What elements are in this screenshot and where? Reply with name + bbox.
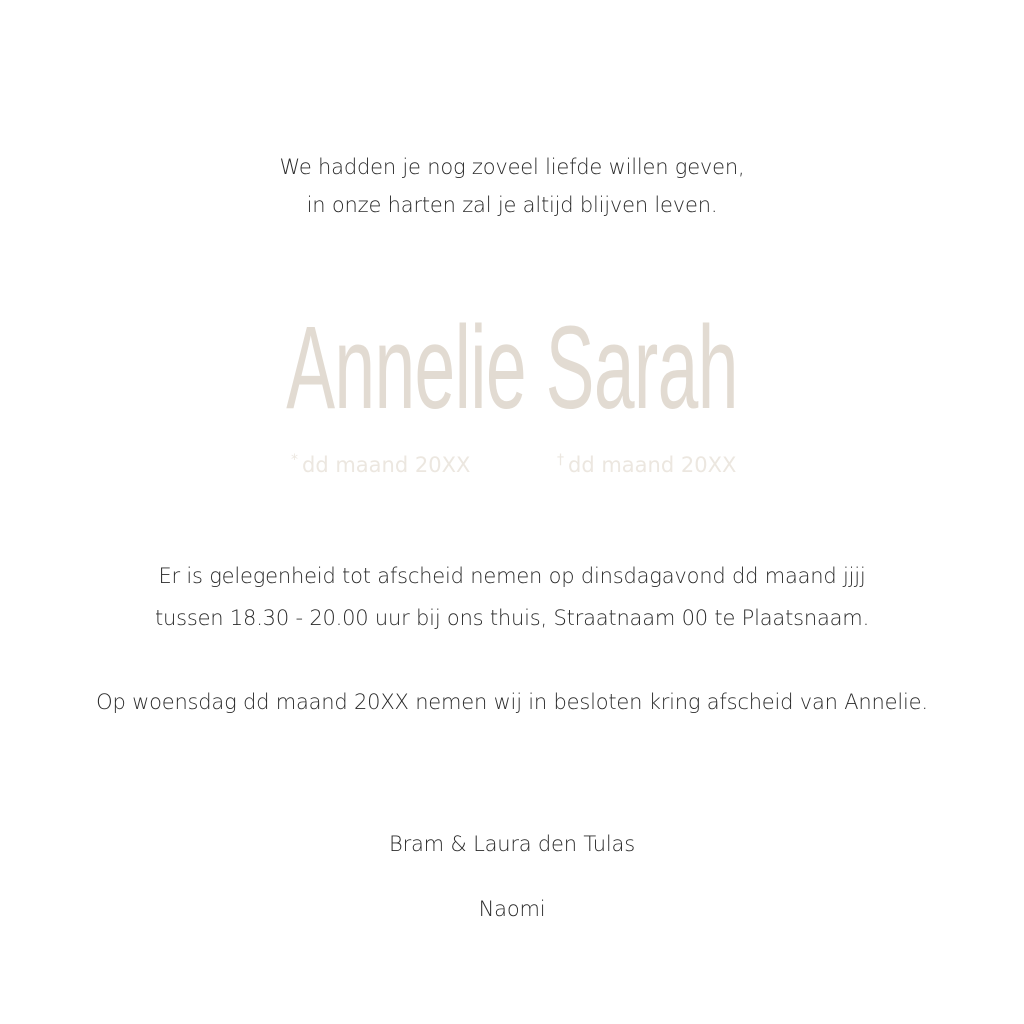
- details-line-2: tussen 18.30 - 20.00 uur bij ons thuis, Straatnaam 00 te Plaatsnaam.: [154, 606, 870, 630]
- verse-line-2: in onze harten zal je altijd blijven leven.: [306, 193, 718, 217]
- verse-line-1: We hadden je nog zoveel liefde willen geven,: [279, 155, 745, 179]
- details-line-3: Op woensdag dd maand 20XX nemen wij in besloten kring afscheid van Annelie.: [96, 690, 928, 714]
- death-date: [557, 452, 736, 477]
- death-symbol: †: [557, 452, 564, 468]
- birth-date-text: dd maand 20XX: [302, 453, 471, 477]
- death-date-text: dd maand 20XX: [568, 453, 737, 477]
- birth-symbol: *: [291, 452, 298, 468]
- birth-date: [291, 452, 470, 477]
- details-line-1: Er is gelegenheid tot afscheid nemen op dinsdagavond dd maand jjjj: [158, 564, 866, 588]
- signatory-parents: Bram & Laura den Tulas: [389, 832, 635, 856]
- deceased-name: Annelie Sarah: [286, 302, 738, 434]
- signatory-sibling: Naomi: [478, 897, 546, 921]
